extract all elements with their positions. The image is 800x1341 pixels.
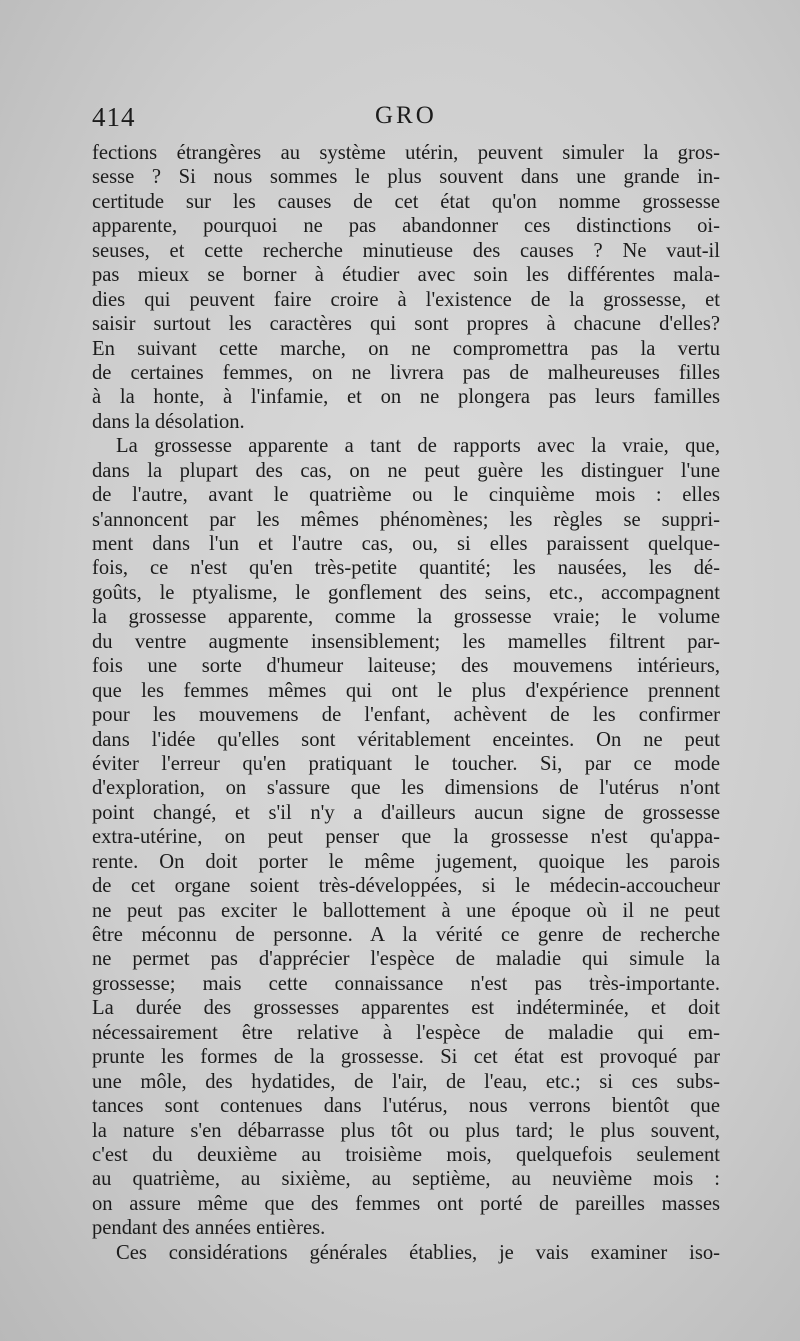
text-line: au quatrième, au sixième, au septième, au neuvième mois : [92, 1168, 720, 1191]
text-line: d'exploration, on s'assure que les dimensions de l'utérus n'ont [92, 777, 720, 800]
text-line: s'annoncent par les mêmes phénomènes; les règles se suppri- [92, 508, 720, 531]
text-line: En suivant cette marche, on ne compromettra pas la vertu [92, 337, 720, 360]
paragraph-start-line: La grossesse apparente a tant de rapports avec la vraie, que, [116, 435, 720, 458]
text-line: seuses, et cette recherche minutieuse des causes ? Ne vaut-il [92, 239, 720, 262]
running-head: GRO [375, 102, 437, 129]
text-line: rente. On doit porter le même jugement, quoique les parois [92, 850, 720, 873]
text-line: de l'autre, avant le quatrième ou le cinquième mois : elles [92, 484, 720, 507]
text-line: être méconnu de personne. A la vérité ce genre de recherche [92, 924, 720, 946]
text-line: prunte les formes de la grossesse. Si cet état est provoqué par [92, 1046, 720, 1069]
page-header [92, 102, 720, 138]
text-line: que les femmes mêmes qui ont le plus d'expérience prennent [92, 679, 720, 702]
body-text [92, 141, 720, 1265]
text-line: pour les mouvemens de l'enfant, achèvent de les confirmer [92, 704, 720, 727]
text-line: extra-utérine, on peut penser que la grossesse n'est qu'appa- [92, 826, 720, 849]
text-line: tances sont contenues dans l'utérus, nous verrons bientôt que [92, 1095, 720, 1118]
text-line: dans la plupart des cas, on ne peut guère les distinguer l'une [92, 459, 720, 482]
text-line: fois une sorte d'humeur laiteuse; des mouvemens intérieurs, [92, 655, 720, 678]
text-line: fois, ce n'est qu'en très-petite quantité; les nausées, les dé- [92, 557, 720, 580]
text-line: éviter l'erreur qu'en pratiquant le toucher. Si, par ce mode [92, 752, 720, 775]
text-line: on assure même que des femmes ont porté de pareilles masses [92, 1192, 720, 1215]
text-line: du ventre augmente insensiblement; les mamelles filtrent par- [92, 630, 720, 653]
text-line: sesse ? Si nous sommes le plus souvent dans une grande in- [92, 166, 720, 189]
text-line: une môle, des hydatides, de l'air, de l'eau, etc.; si ces subs- [92, 1070, 720, 1093]
text-line: c'est du deuxième au troisième mois, quelquefois seulement [92, 1143, 720, 1166]
text-line: fections étrangères au système utérin, peuvent simuler la gros- [92, 142, 720, 164]
text-line: goûts, le ptyalisme, le gonflement des seins, etc., accompagnent [92, 581, 720, 604]
text-line: ne permet pas d'apprécier l'espèce de maladie qui simule la [92, 948, 720, 971]
text-line: à la honte, à l'infamie, et on ne plongera pas leurs familles [92, 386, 720, 409]
text-line: ment dans l'un et l'autre cas, ou, si elles paraissent quelque- [92, 533, 720, 555]
text-line: grossesse; mais cette connaissance n'est pas très-importante. [92, 972, 720, 995]
text-line: ne peut pas exciter le ballottement à une époque où il ne peut [92, 899, 720, 922]
text-line: dans l'idée qu'elles sont véritablement enceintes. On ne peut [92, 728, 720, 751]
text-line: nécessairement être relative à l'espèce de maladie qui em- [92, 1021, 720, 1044]
text-line: de cet organe soient très-développées, si le médecin-accoucheur [92, 875, 720, 898]
text-line: de certaines femmes, on ne livrera pas de malheureuses filles [92, 361, 720, 384]
text-line: la grossesse apparente, comme la grossesse vraie; le volume [92, 606, 720, 629]
text-line: pas mieux se borner à étudier avec soin les différentes mala- [92, 264, 720, 287]
paragraph-end-line: dans la désolation. [92, 410, 245, 433]
paragraph-start-line: Ces considérations générales établies, je vais examiner iso- [116, 1241, 720, 1264]
text-line: saisir surtout les caractères qui sont propres à chacune d'elles? [92, 313, 720, 336]
text-line: La durée des grossesses apparentes est indéterminée, et doit [92, 997, 720, 1020]
text-line: certitude sur les causes de cet état qu'on nomme grossesse [92, 190, 720, 213]
text-line: dies qui peuvent faire croire à l'existence de la grossesse, et [92, 288, 720, 311]
text-line: la nature s'en débarrasse plus tôt ou plus tard; le plus souvent, [92, 1119, 720, 1142]
page-number: 414 [92, 102, 136, 132]
text-line: point changé, et s'il n'y a d'ailleurs aucun signe de grossesse [92, 801, 720, 824]
paragraph-end-line: pendant des années entières. [92, 1217, 326, 1240]
text-line: apparente, pourquoi ne pas abandonner ces distinctions oi- [92, 215, 720, 238]
